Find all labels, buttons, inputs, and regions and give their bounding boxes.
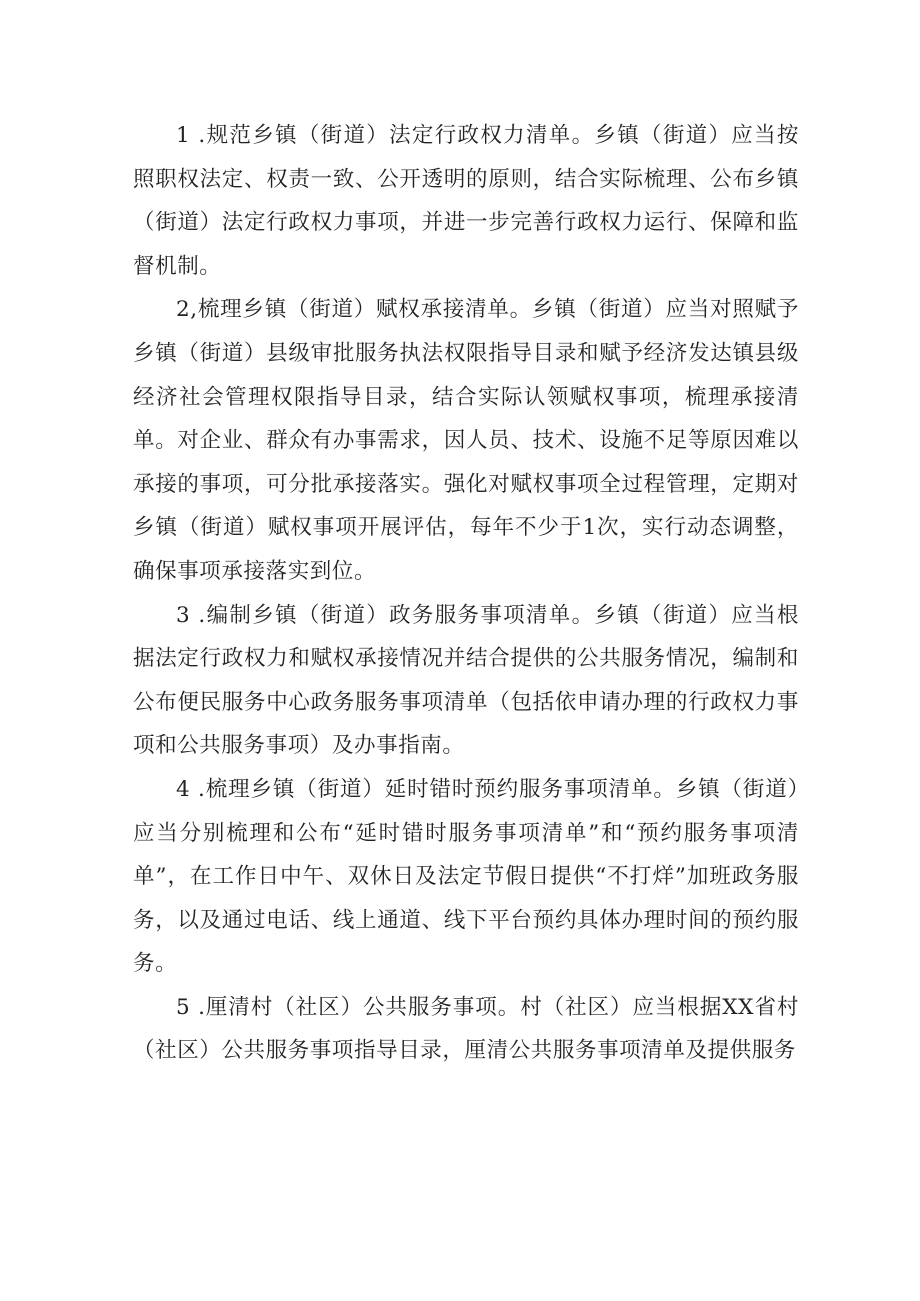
paragraph-4: 4 .梳理乡镇（街道）延时错时预约服务事项清单。乡镇（街道）应当分别梳理和公布“延时错时服务事项清单”和“预约服务事项清单”，在工作日中午、双休日及法定节假日提供“不打烊”加班政务服务，以及通过电话、线上通道、线下平台预约具体办理时间的预约服务。 <box>133 776 799 977</box>
paragraph-1: 1 .规范乡镇（街道）法定行政权力清单。乡镇（街道）应当按照职权法定、权责一致、公开透明的原则，结合实际梳理、公布乡镇（街道）法定行政权力事项，并进一步完善行政权力运行、保障和监督机制。 <box>133 123 799 279</box>
paragraph-5: 5 .厘清村（社区）公共服务事项。村（社区）应当根据XX省村（社区）公共服务事项指导目录，厘清公共服务事项清单及提供服务 <box>133 994 799 1064</box>
document-body <box>133 114 799 1073</box>
paragraph-3: 3 .编制乡镇（街道）政务服务事项清单。乡镇（街道）应当根据法定行政权力和赋权承接情况并结合提供的公共服务情况，编制和公布便民服务中心政务服务事项清单（包括依申请办理的行政权力事项和公共服务事项）及办事指南。 <box>133 602 799 759</box>
paragraph-2: 2,梳理乡镇（街道）赋权承接清单。乡镇（街道）应当对照赋予乡镇（街道）县级审批服务执法权限指导目录和赋予经济发达镇县级经济社会管理权限指导目录，结合实际认领赋权事项，梳理承接清单。对企业、群众有办事需求，因人员、技术、设施不足等原因难以承接的事项，可分批承接落实。强化对赋权事项全过程管理，定期对乡镇（街道）赋权事项开展评估，每年不少于1次，实行动态调整，确保事项承接落实到位。 <box>133 297 799 584</box>
